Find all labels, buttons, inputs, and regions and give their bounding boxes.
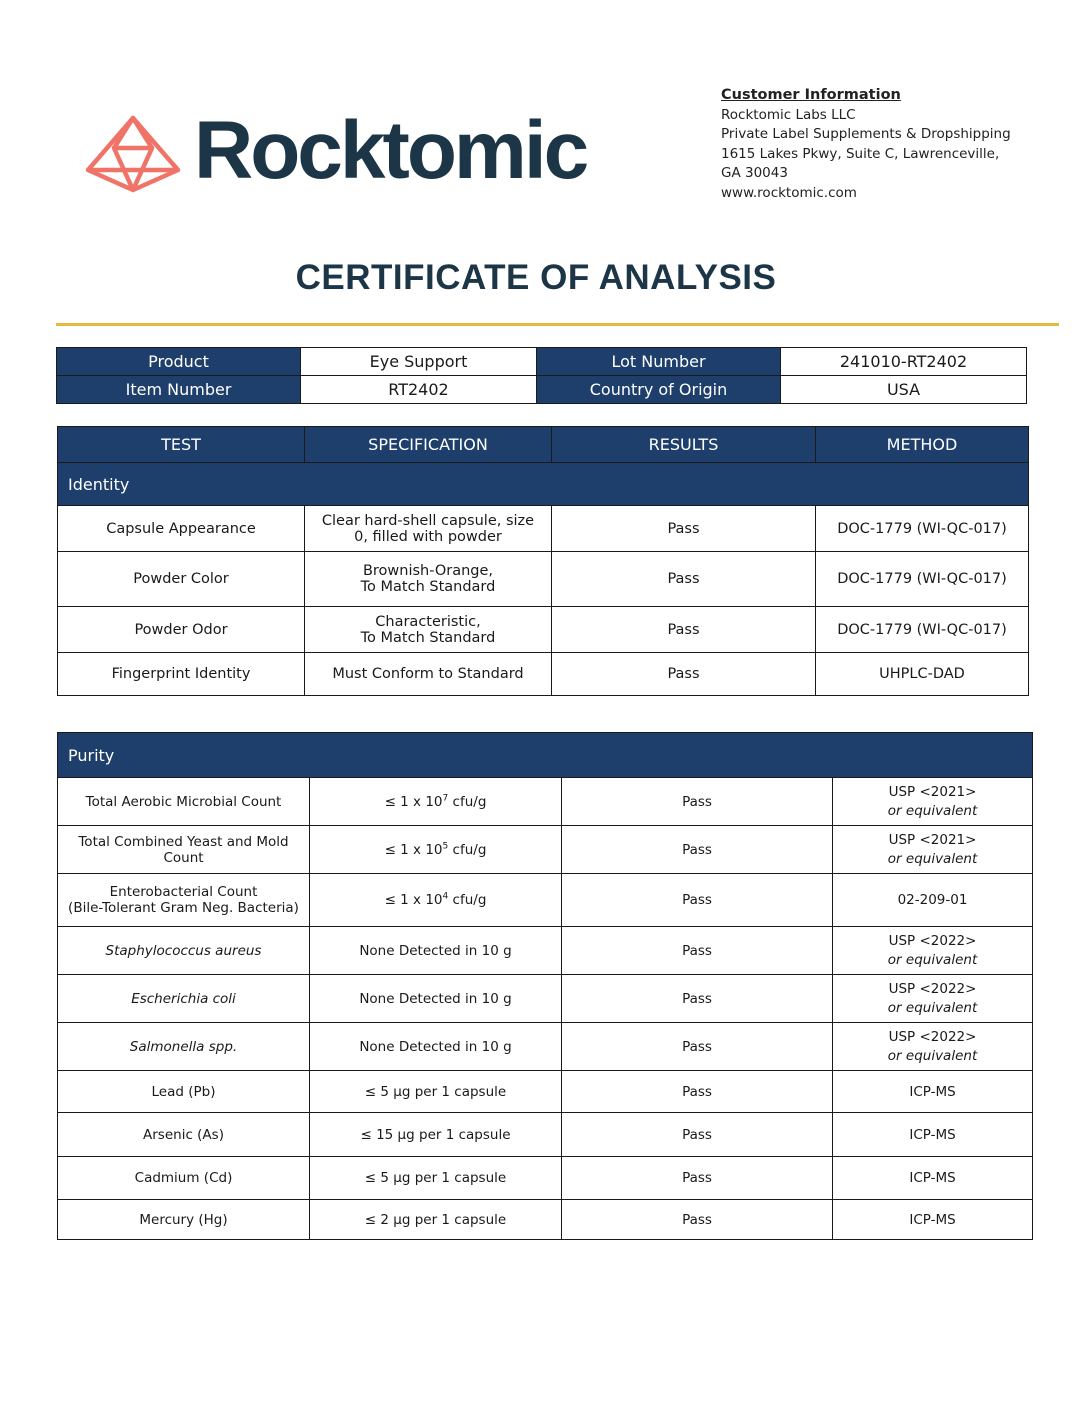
lot-number-value: 241010-RT2402 [781, 348, 1027, 376]
logo-wordmark: Rocktomic [194, 105, 587, 196]
method: USP <2022> or equivalent [833, 975, 1033, 1023]
specification: ≤ 1 x $10^7$ cfu/g [310, 778, 562, 826]
company-logo [84, 105, 614, 200]
test-name: Powder Color [58, 552, 305, 607]
result: Pass [552, 506, 816, 552]
specification: None Detected in 10 g [310, 927, 562, 975]
result: Pass [562, 1200, 833, 1240]
result: Pass [562, 1113, 833, 1157]
test-name: Enterobacterial Count (Bile-Tolerant Gram Neg. Bacteria) [58, 874, 310, 927]
method: DOC-1779 (WI-QC-017) [816, 607, 1029, 653]
test-name: Salmonella spp. [58, 1023, 310, 1071]
country-of-origin-value: USA [781, 376, 1027, 404]
result: Pass [552, 607, 816, 653]
method: USP <2021> or equivalent [833, 778, 1033, 826]
customer-information [721, 86, 1011, 204]
country-of-origin-label: Country of Origin [537, 376, 781, 404]
test-name: Total Combined Yeast and Mold Count [58, 826, 310, 874]
test-name: Powder Odor [58, 607, 305, 653]
lot-number-label: Lot Number [537, 348, 781, 376]
table-row [58, 1200, 1033, 1240]
specification: ≤ 15 µg per 1 capsule [310, 1113, 562, 1157]
table-row [58, 552, 1029, 607]
customer-line-address: 1615 Lakes Pkwy, Suite C, Lawrenceville, [721, 145, 1000, 162]
result: Pass [562, 975, 833, 1023]
table-row [58, 653, 1029, 696]
method: ICP-MS [833, 1157, 1033, 1200]
specification: ≤ 5 µg per 1 capsule [310, 1071, 562, 1113]
specification: None Detected in 10 g [310, 975, 562, 1023]
result: Pass [562, 874, 833, 927]
purity-table [57, 732, 1033, 1240]
customer-info-title: Customer Information [721, 87, 901, 103]
identity-table [57, 426, 1029, 696]
table-row [58, 1157, 1033, 1200]
table-row [58, 607, 1029, 653]
column-header-method: METHOD [816, 427, 1029, 463]
method: 02-209-01 [833, 874, 1033, 927]
product-info-table [56, 347, 1027, 404]
test-name: Capsule Appearance [58, 506, 305, 552]
gold-divider [56, 323, 1059, 326]
result: Pass [562, 1157, 833, 1200]
diamond-logo-icon [84, 114, 182, 194]
method: UHPLC-DAD [816, 653, 1029, 696]
result: Pass [552, 552, 816, 607]
test-name: Fingerprint Identity [58, 653, 305, 696]
result: Pass [562, 826, 833, 874]
method: DOC-1779 (WI-QC-017) [816, 506, 1029, 552]
table-row [58, 1113, 1033, 1157]
method: ICP-MS [833, 1200, 1033, 1240]
customer-line-website: www.rocktomic.com [721, 184, 857, 201]
product-label: Product [57, 348, 301, 376]
document-title: CERTIFICATE OF ANALYSIS [295, 258, 777, 297]
method: USP <2022> or equivalent [833, 1023, 1033, 1071]
result: Pass [562, 927, 833, 975]
column-header-results: RESULTS [552, 427, 816, 463]
method: USP <2021> or equivalent [833, 826, 1033, 874]
item-number-value: RT2402 [301, 376, 537, 404]
test-name: Arsenic (As) [58, 1113, 310, 1157]
table-row [58, 975, 1033, 1023]
specification: Characteristic, To Match Standard [305, 607, 552, 653]
result: Pass [562, 1023, 833, 1071]
table-row [58, 826, 1033, 874]
result: Pass [552, 653, 816, 696]
test-name: Escherichia coli [58, 975, 310, 1023]
table-row [58, 506, 1029, 552]
section-purity: Purity [58, 733, 1033, 778]
test-name: Cadmium (Cd) [58, 1157, 310, 1200]
specification: None Detected in 10 g [310, 1023, 562, 1071]
table-row [58, 1071, 1033, 1113]
specification: ≤ 1 x $10^4$ cfu/g [310, 874, 562, 927]
method: ICP-MS [833, 1071, 1033, 1113]
result: Pass [562, 778, 833, 826]
customer-line-company: Rocktomic Labs LLC [721, 106, 856, 123]
method: DOC-1779 (WI-QC-017) [816, 552, 1029, 607]
customer-line-tagline: Private Label Supplements & Dropshipping [721, 126, 1011, 143]
product-value: Eye Support [301, 348, 537, 376]
specification: Must Conform to Standard [305, 653, 552, 696]
specification: ≤ 1 x $10^5$ cfu/g [310, 826, 562, 874]
method: USP <2022> or equivalent [833, 927, 1033, 975]
test-name: Lead (Pb) [58, 1071, 310, 1113]
item-number-label: Item Number [57, 376, 301, 404]
test-name: Mercury (Hg) [58, 1200, 310, 1240]
column-header-test: TEST [58, 427, 305, 463]
section-identity: Identity [58, 463, 1029, 506]
specification: ≤ 2 µg per 1 capsule [310, 1200, 562, 1240]
specification: ≤ 5 µg per 1 capsule [310, 1157, 562, 1200]
customer-line-state: GA 30043 [721, 165, 788, 182]
table-row [58, 778, 1033, 826]
table-row [58, 874, 1033, 927]
result: Pass [562, 1071, 833, 1113]
table-row [58, 927, 1033, 975]
test-name: Total Aerobic Microbial Count [58, 778, 310, 826]
test-name: Staphylococcus aureus [58, 927, 310, 975]
specification: Clear hard-shell capsule, size 0, filled with powder [305, 506, 552, 552]
column-header-specification: SPECIFICATION [305, 427, 552, 463]
specification: Brownish-Orange, To Match Standard [305, 552, 552, 607]
table-row [58, 1023, 1033, 1071]
method: ICP-MS [833, 1113, 1033, 1157]
